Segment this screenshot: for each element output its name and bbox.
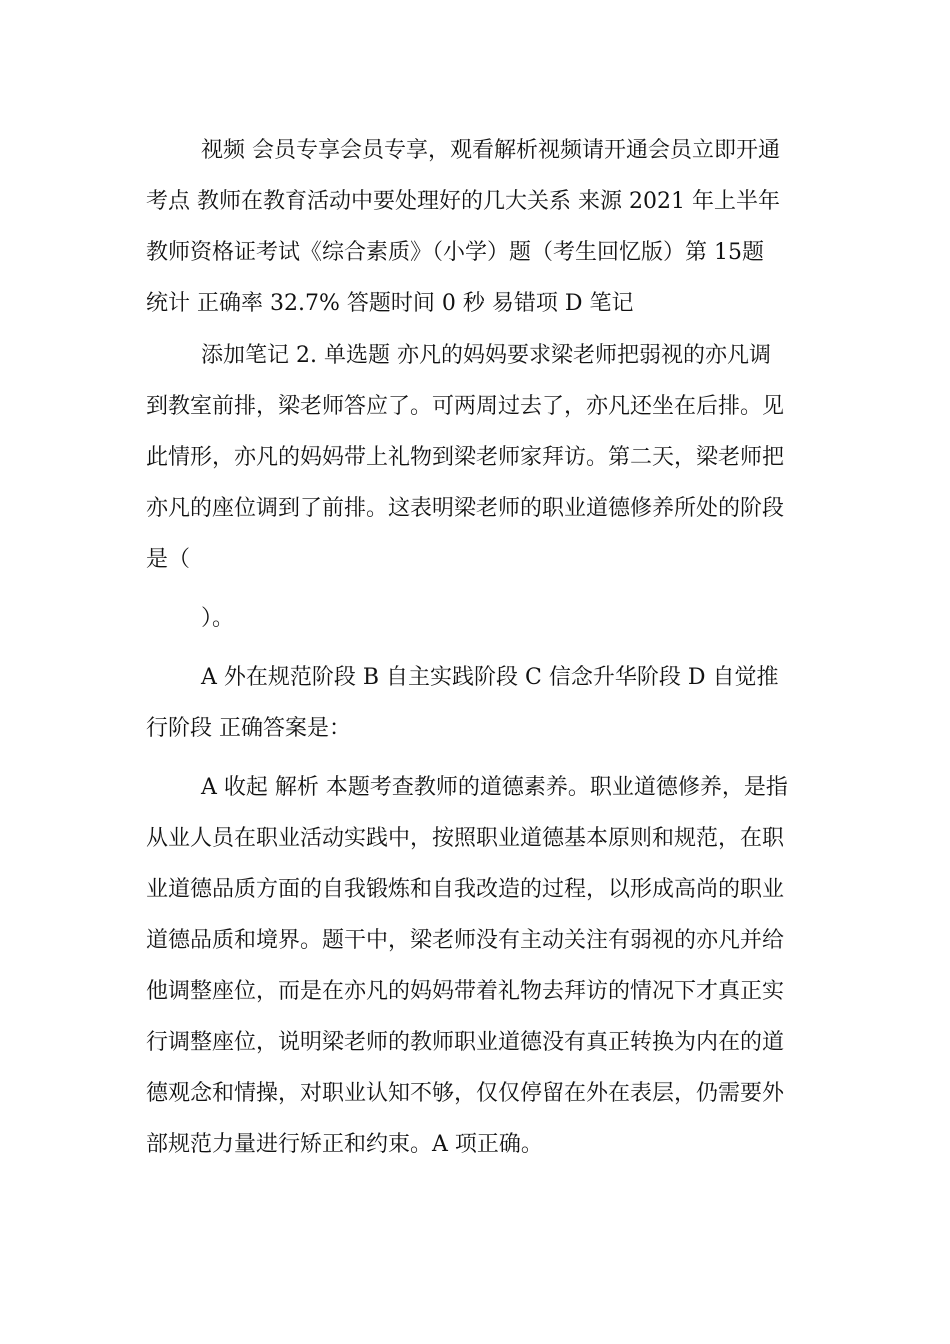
paragraph-question-end xyxy=(146,593,806,644)
text-line: 考点 教师在教育活动中要处理好的几大关系 来源 2021 年上半年 xyxy=(146,189,780,214)
text-line: 是（ xyxy=(146,547,191,572)
text-line: 此情形，亦凡的妈妈带上礼物到梁老师家拜访。第二天，梁老师把 xyxy=(146,445,785,470)
text-line: 行调整座位，说明梁老师的教师职业道德没有真正转换为内在的道 xyxy=(146,1030,785,1055)
text-line: 统计 正确率 32.7% 答题时间 0 秒 易错项 D 笔记 xyxy=(146,291,634,316)
text-line: 德观念和情操，对职业认知不够，仅仅停留在外在表层，仍需要外 xyxy=(146,1081,785,1106)
paragraph-analysis xyxy=(146,762,806,1170)
text-line: ）。 xyxy=(201,606,235,631)
text-line: 到教室前排，梁老师答应了。可两周过去了，亦凡还坐在后排。见 xyxy=(146,394,785,419)
text-line: 他调整座位，而是在亦凡的妈妈带着礼物去拜访的情况下才真正实 xyxy=(146,979,785,1004)
paragraph-options xyxy=(146,652,806,754)
text-line: A 收起 解析 本题考查教师的道德素养。职业道德修养，是指 xyxy=(201,775,788,800)
paragraph-video-info xyxy=(146,125,806,329)
text-line: A 外在规范阶段 B 自主实践阶段 C 信念升华阶段 D 自觉推 xyxy=(201,665,779,690)
text-line: 视频 会员专享会员专享，观看解析视频请开通会员立即开通 xyxy=(201,138,780,163)
text-line: 教师资格证考试《综合素质》（小学）题（考生回忆版）第 15题 xyxy=(146,240,764,265)
text-line: 行阶段 正确答案是： xyxy=(146,716,351,741)
text-line: 业道德品质方面的自我锻炼和自我改造的过程，以形成高尚的职业 xyxy=(146,877,785,902)
text-line: 亦凡的座位调到了前排。这表明梁老师的职业道德修养所处的阶段 xyxy=(146,496,785,521)
text-line: 添加笔记 2. 单选题 亦凡的妈妈要求梁老师把弱视的亦凡调 xyxy=(201,343,771,368)
paragraph-question xyxy=(146,330,806,585)
text-line: 部规范力量进行矫正和约束。A 项正确。 xyxy=(146,1132,543,1157)
text-line: 从业人员在职业活动实践中，按照职业道德基本原则和规范，在职 xyxy=(146,826,785,851)
text-line: 道德品质和境界。题干中，梁老师没有主动关注有弱视的亦凡并给 xyxy=(146,928,785,953)
